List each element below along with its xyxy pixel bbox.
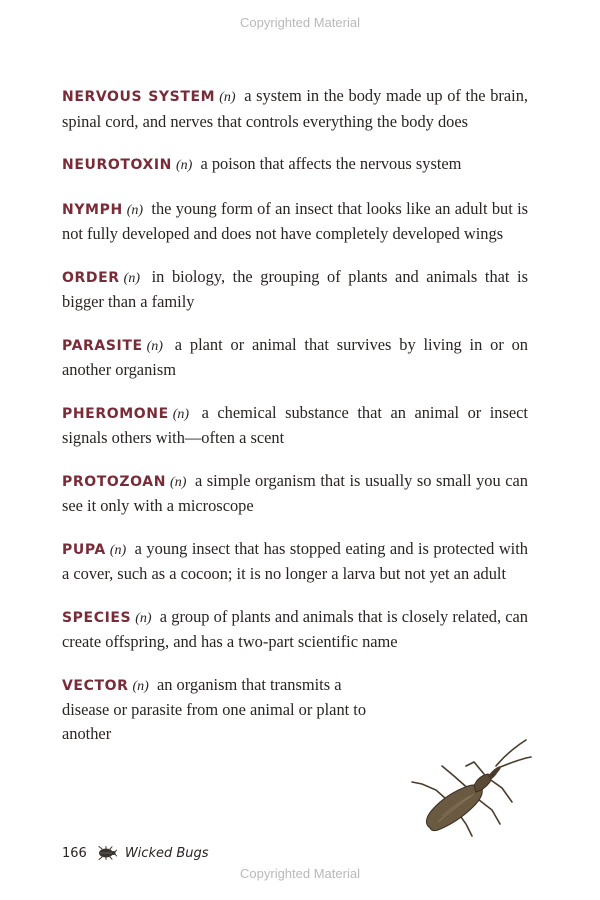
glossary-entry	[62, 333, 528, 382]
part-of-speech: (n)	[170, 474, 187, 490]
definition: a simple organism that is usually so small you can see it only with a microscope	[62, 470, 528, 515]
glossary-list	[62, 84, 528, 764]
definition: the young form of an insect that looks like an adult but is not fully developed and does not have completely developed wings	[62, 198, 528, 243]
part-of-speech: (n)	[132, 678, 149, 694]
definition: in biology, the grouping of plants and animals that is bigger than a family	[62, 266, 528, 311]
definition: a group of plants and animals that is closely related, can create offspring, and has a two-part scientific name	[62, 606, 528, 651]
glossary-entry	[62, 84, 528, 133]
term: PARASITE	[62, 337, 143, 354]
part-of-speech: (n)	[123, 270, 140, 286]
definition: a plant or animal that survives by living in or on another organism	[62, 334, 528, 379]
part-of-speech: (n)	[146, 338, 163, 354]
part-of-speech: (n)	[109, 542, 127, 558]
part-of-speech: (n)	[135, 610, 152, 626]
part-of-speech: (n)	[172, 406, 190, 422]
glossary-entry	[62, 605, 528, 654]
term: PHEROMONE	[62, 405, 169, 422]
glossary-entry	[62, 265, 528, 314]
watermark-bottom: Copyrighted Material	[240, 866, 360, 881]
term: NERVOUS SYSTEM	[62, 89, 216, 105]
glossary-entry	[62, 469, 528, 518]
term: NYMPH	[62, 201, 123, 218]
beetle-icon	[95, 846, 117, 860]
definition: a poison that affects the nervous system	[200, 154, 462, 173]
glossary-entry	[62, 197, 528, 246]
part-of-speech: (n)	[219, 90, 236, 105]
definition: a chemical substance that an animal or insect signals others with—often a scent	[62, 402, 528, 447]
page-footer	[62, 842, 209, 864]
glossary-entry	[62, 152, 528, 178]
term: NEUROTOXIN	[62, 157, 173, 173]
term: SPECIES	[62, 609, 132, 626]
glossary-entry	[62, 401, 528, 450]
book-title: Wicked Bugs	[124, 845, 209, 861]
definition: a system in the body made up of the brain, spinal cord, and nerves that controls everything the body does	[62, 86, 528, 131]
term: PROTOZOAN	[62, 473, 167, 490]
glossary-entry	[62, 673, 372, 746]
definition: a young insect that has stopped eating and is protected with a cover, such as a cocoon; it is no longer a larva but not yet an adult	[62, 538, 528, 583]
term: ORDER	[62, 269, 120, 286]
part-of-speech: (n)	[126, 202, 144, 218]
term: VECTOR	[62, 677, 129, 694]
definition: an organism that transmits a disease or parasite from one animal or plant to another	[62, 674, 367, 743]
assassin-bug-illustration	[408, 736, 534, 840]
part-of-speech: (n)	[176, 158, 193, 173]
glossary-entry	[62, 537, 528, 586]
term: PUPA	[62, 541, 106, 558]
watermark-top: Copyrighted Material	[240, 15, 360, 30]
page-number: 166	[62, 845, 87, 861]
